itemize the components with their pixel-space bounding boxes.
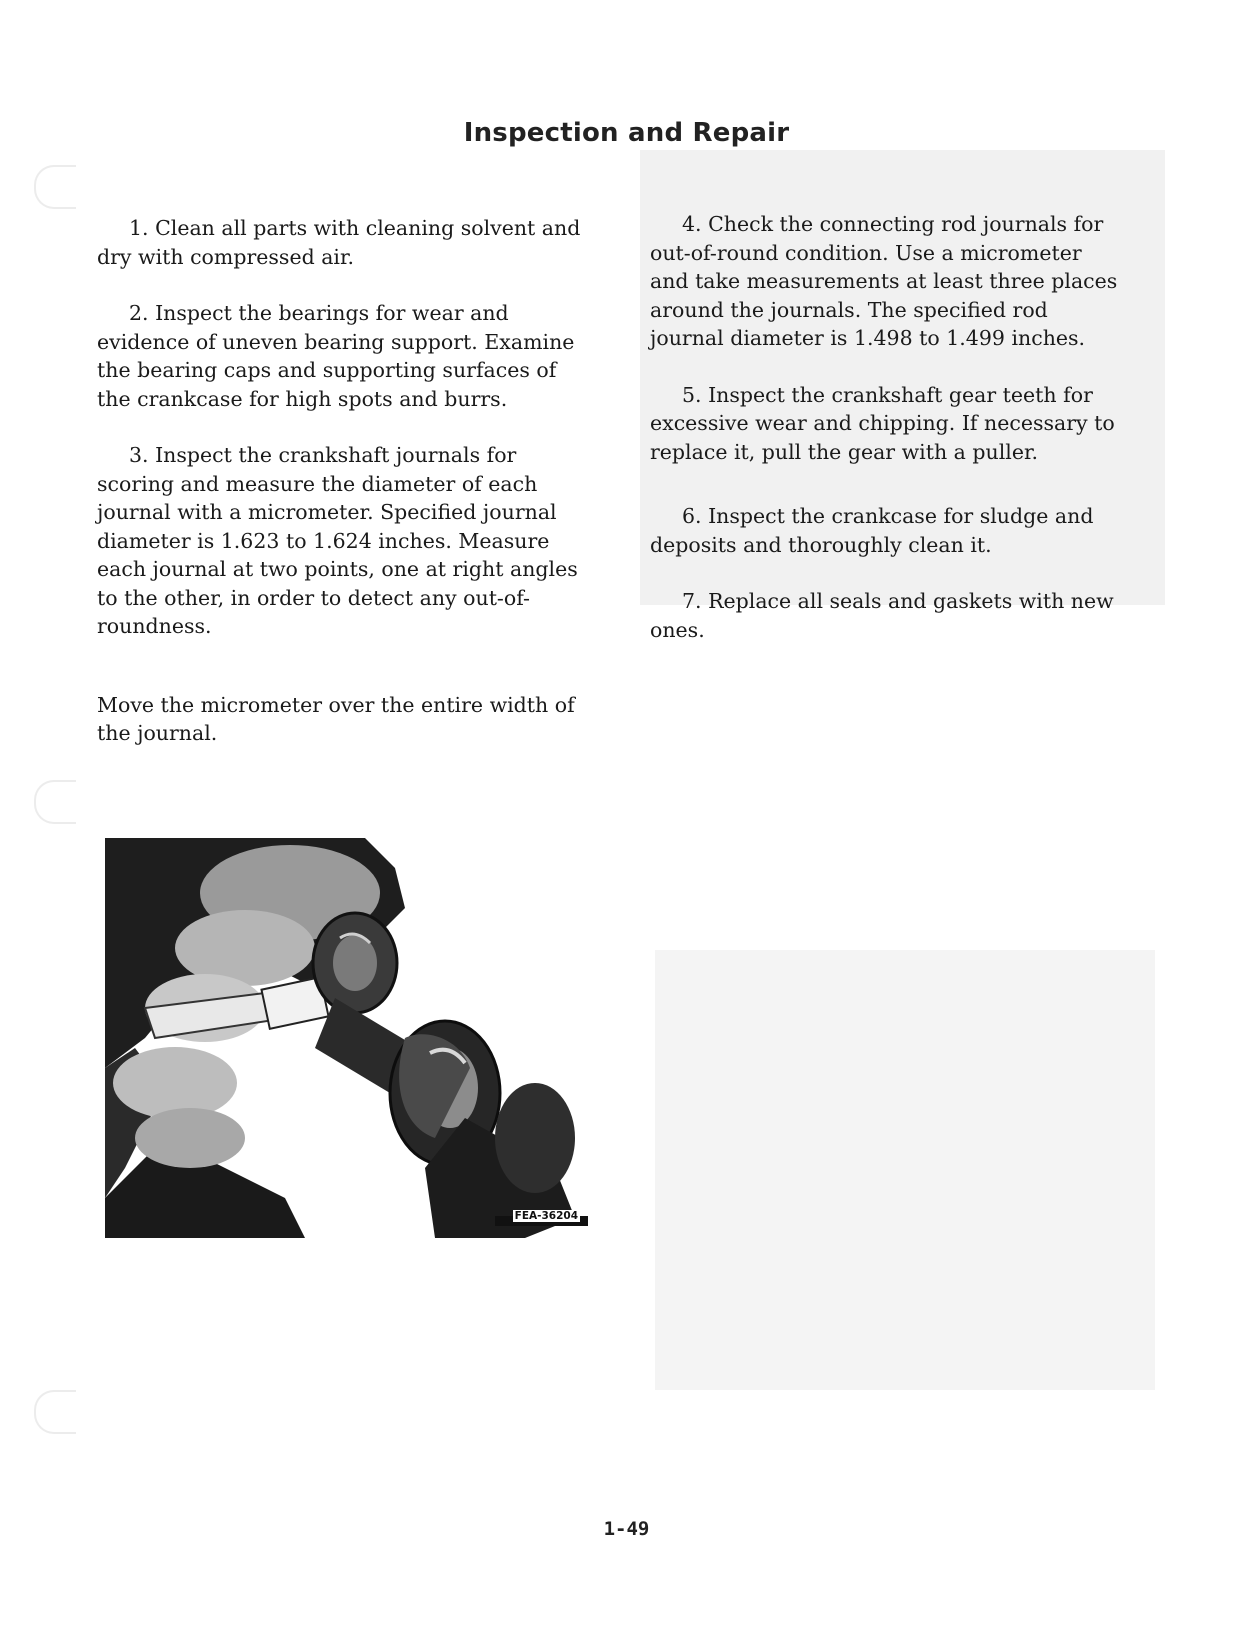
instruction-step: 6. Inspect the crankcase for sludge and deposits and thoroughly clean it.: [650, 504, 1094, 557]
bleed-through-image: [655, 950, 1155, 1390]
page-number: 1-49: [603, 1518, 650, 1540]
right-column: [650, 210, 1120, 672]
photo-illustration-icon: [105, 838, 588, 1238]
instruction-step: 2. Inspect the bearings for wear and evidence of uneven bearing support. Examine the bearing caps and supporting surfaces of the crankcase for high spots and burrs.: [97, 301, 575, 411]
instruction-step: 5. Inspect the crankshaft gear teeth for excessive wear and chipping. If necessary to replace it, pull the gear with a puller.: [650, 382, 1115, 464]
binder-hole-mark: [34, 780, 76, 824]
left-column: [97, 214, 582, 776]
instruction-step: 3. Inspect the crankshaft journals for scoring and measure the diameter of each journal with a micrometer. Specified journal diameter is 1.623 to 1.624 inches. Measure each journal at two points, one at right angles to the other, in order to detect any out-of-roundness.: [97, 443, 578, 638]
binder-hole-mark: [34, 1390, 76, 1434]
instruction-step: 7. Replace all seals and gaskets with new ones.: [650, 589, 1114, 642]
micrometer-crankshaft-photo: [105, 838, 588, 1238]
page-title: Inspection and Repair: [463, 118, 790, 148]
figure-label: FEA-36204: [514, 1210, 578, 1222]
binder-hole-mark: [34, 165, 76, 209]
instruction-step: 4. Check the connecting rod journals for out-of-round condition. Use a micrometer and take measurements at least three places around the journals. The specified rod journal diameter is 1.498 to 1.499 inches.: [650, 212, 1118, 350]
instruction-step: 1. Clean all parts with cleaning solvent and dry with compressed air.: [97, 216, 581, 269]
instruction-note: Move the micrometer over the entire width of the journal.: [97, 692, 575, 745]
